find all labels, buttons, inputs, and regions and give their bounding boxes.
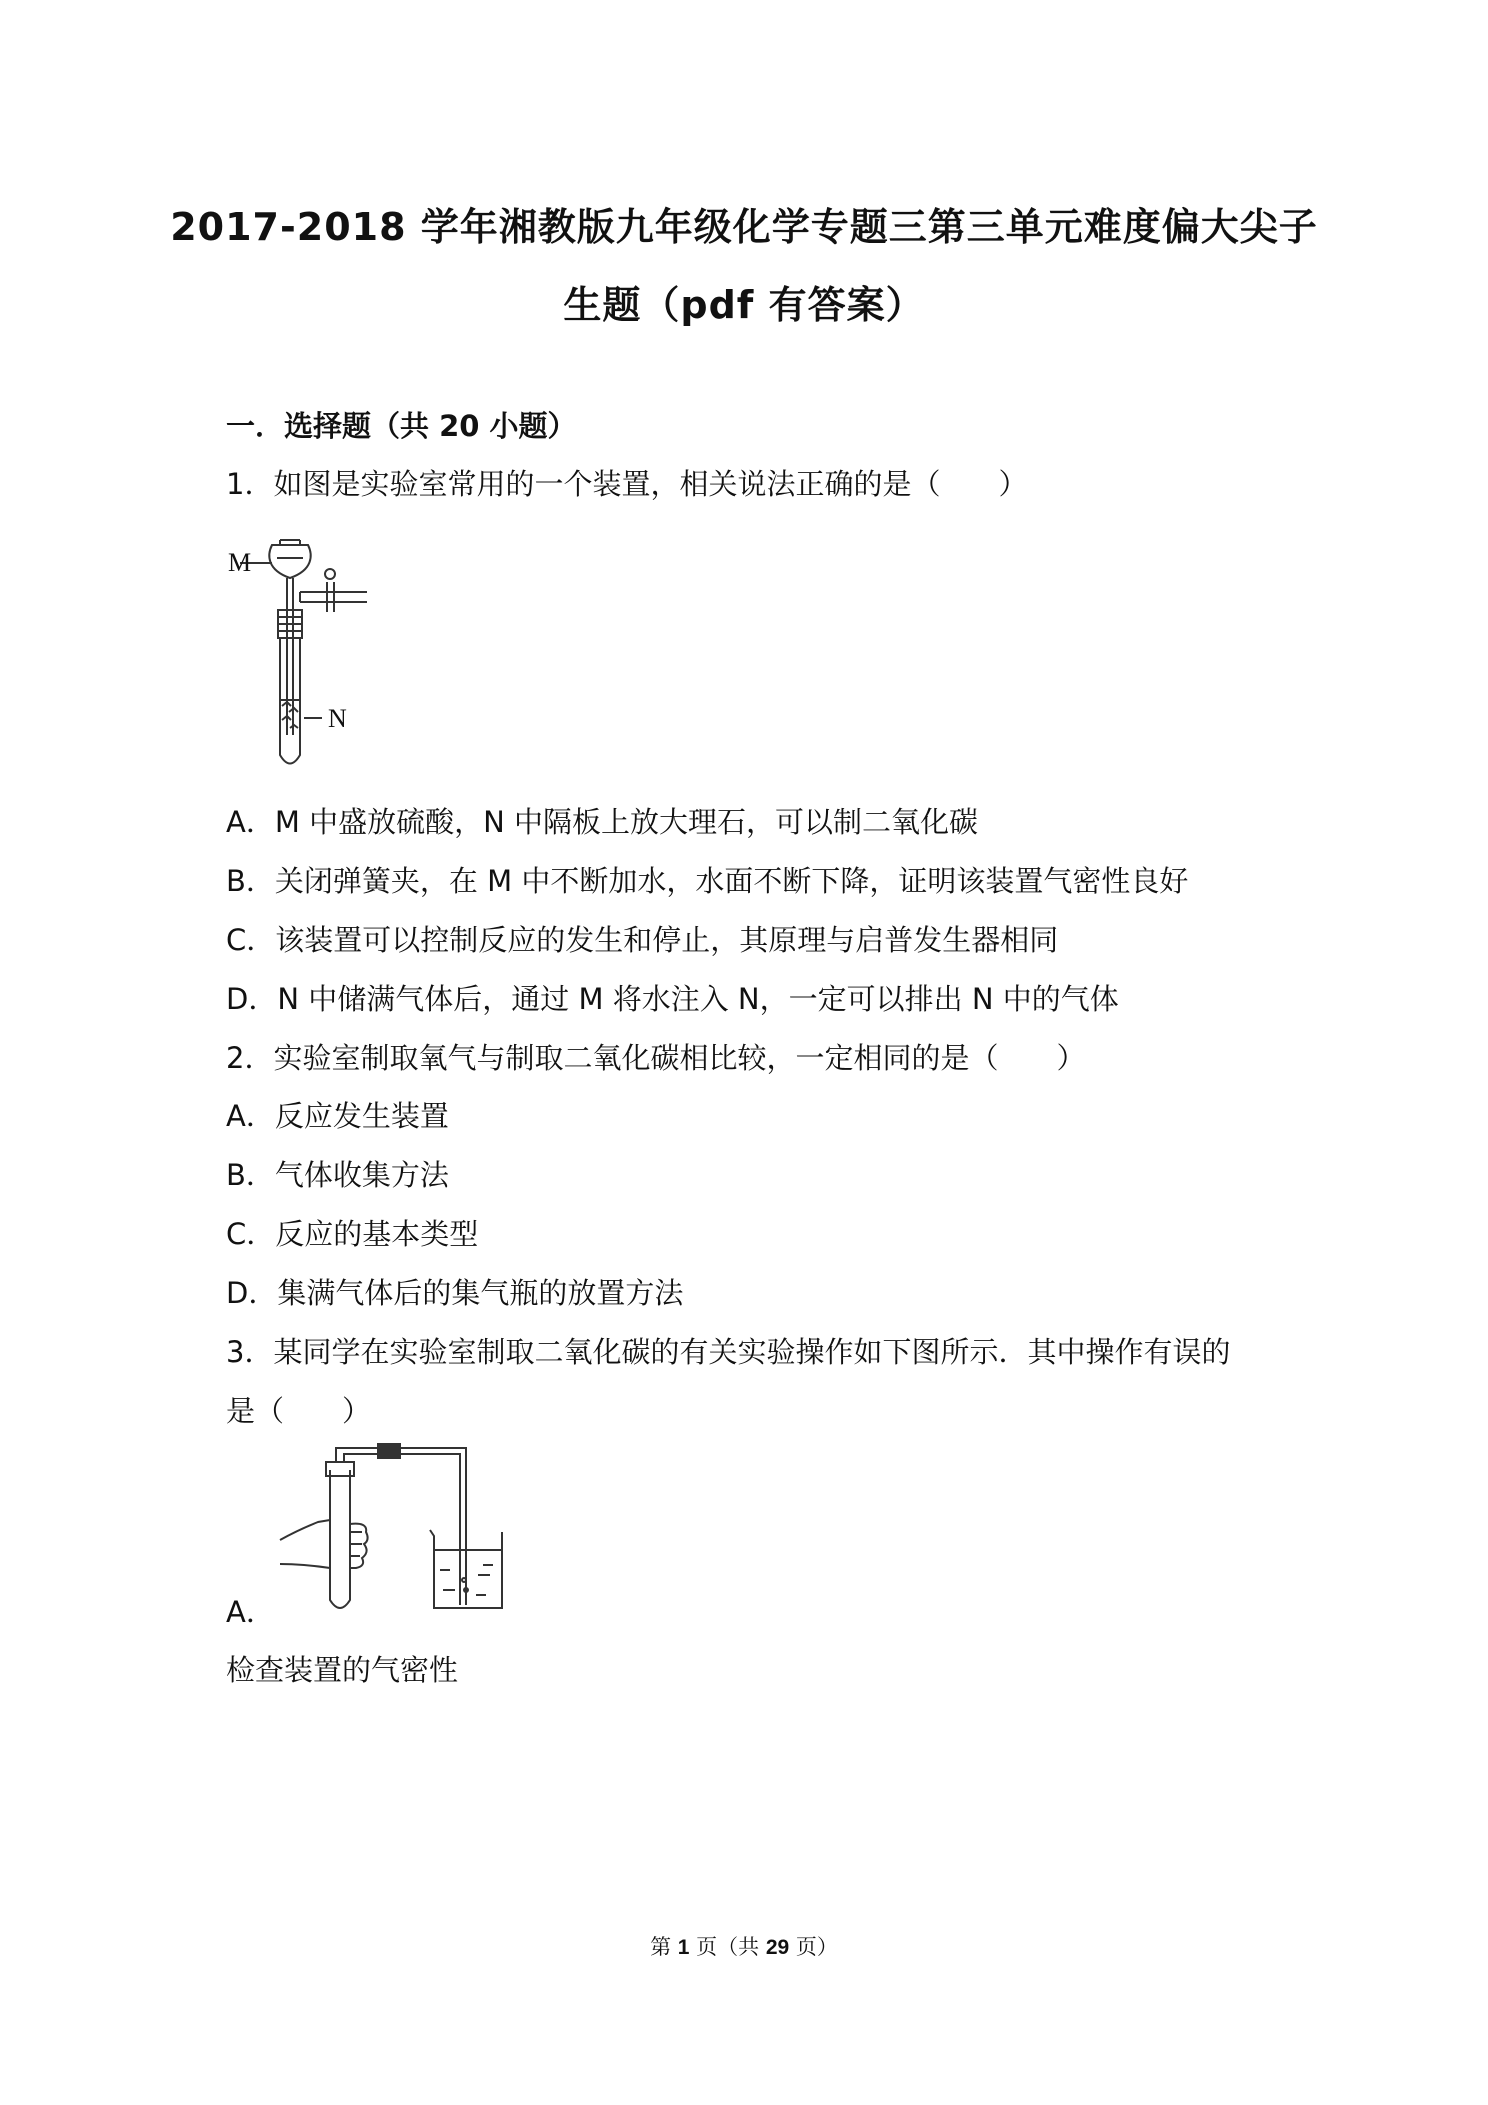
page-footer — [0, 1931, 1488, 1961]
q2-option-d: D．集满气体后的集气瓶的放置方法 — [226, 1276, 684, 1310]
figure-label-m: M — [228, 548, 252, 577]
question-3-stem-line1: 3．某同学在实验室制取二氧化碳的有关实验操作如下图所示．其中操作有误的 — [226, 1335, 1231, 1369]
q1-option-d: D．N 中储满气体后，通过 M 将水注入 N，一定可以排出 N 中的气体 — [226, 982, 1119, 1016]
q3-option-a-label: A． — [226, 1595, 275, 1629]
doc-title-line1: 2017-2018 学年湘教版九年级化学专题三第三单元难度偏大尖子 — [170, 205, 1318, 249]
q1-option-c: C．该装置可以控制反应的发生和停止，其原理与启普发生器相同 — [226, 923, 1059, 957]
q3-option-a-caption: 检查装置的气密性 — [226, 1653, 459, 1687]
figure-label-n: N — [328, 704, 347, 733]
footer-prefix: 第 — [650, 1935, 678, 1959]
question-3-stem-line2: 是（ ） — [226, 1394, 372, 1428]
q1-option-b: B．关闭弹簧夹，在 M 中不断加水，水面不断下降，证明该装置气密性良好 — [226, 864, 1189, 898]
section-heading: 一．选择题（共 20 小题） — [226, 409, 577, 443]
footer-total-pages: 29 — [765, 1936, 790, 1959]
q2-option-a: A．反应发生装置 — [226, 1099, 449, 1133]
q1-option-a: A．M 中盛放硫酸，N 中隔板上放大理石，可以制二氧化碳 — [226, 805, 978, 839]
airtightness-check-figure — [278, 1440, 518, 1620]
question-1-stem: 1．如图是实验室常用的一个装置，相关说法正确的是（ ） — [226, 467, 1028, 501]
question-2-stem: 2．实验室制取氧气与制取二氧化碳相比较，一定相同的是（ ） — [226, 1041, 1086, 1075]
doc-title-line2: 生题（pdf 有答案） — [563, 283, 925, 327]
q2-option-c: C．反应的基本类型 — [226, 1217, 479, 1251]
footer-suffix: 页） — [789, 1935, 838, 1959]
footer-middle: 页（共 — [689, 1935, 766, 1959]
q2-option-b: B．气体收集方法 — [226, 1158, 449, 1192]
footer-page-number: 1 — [677, 1936, 690, 1959]
